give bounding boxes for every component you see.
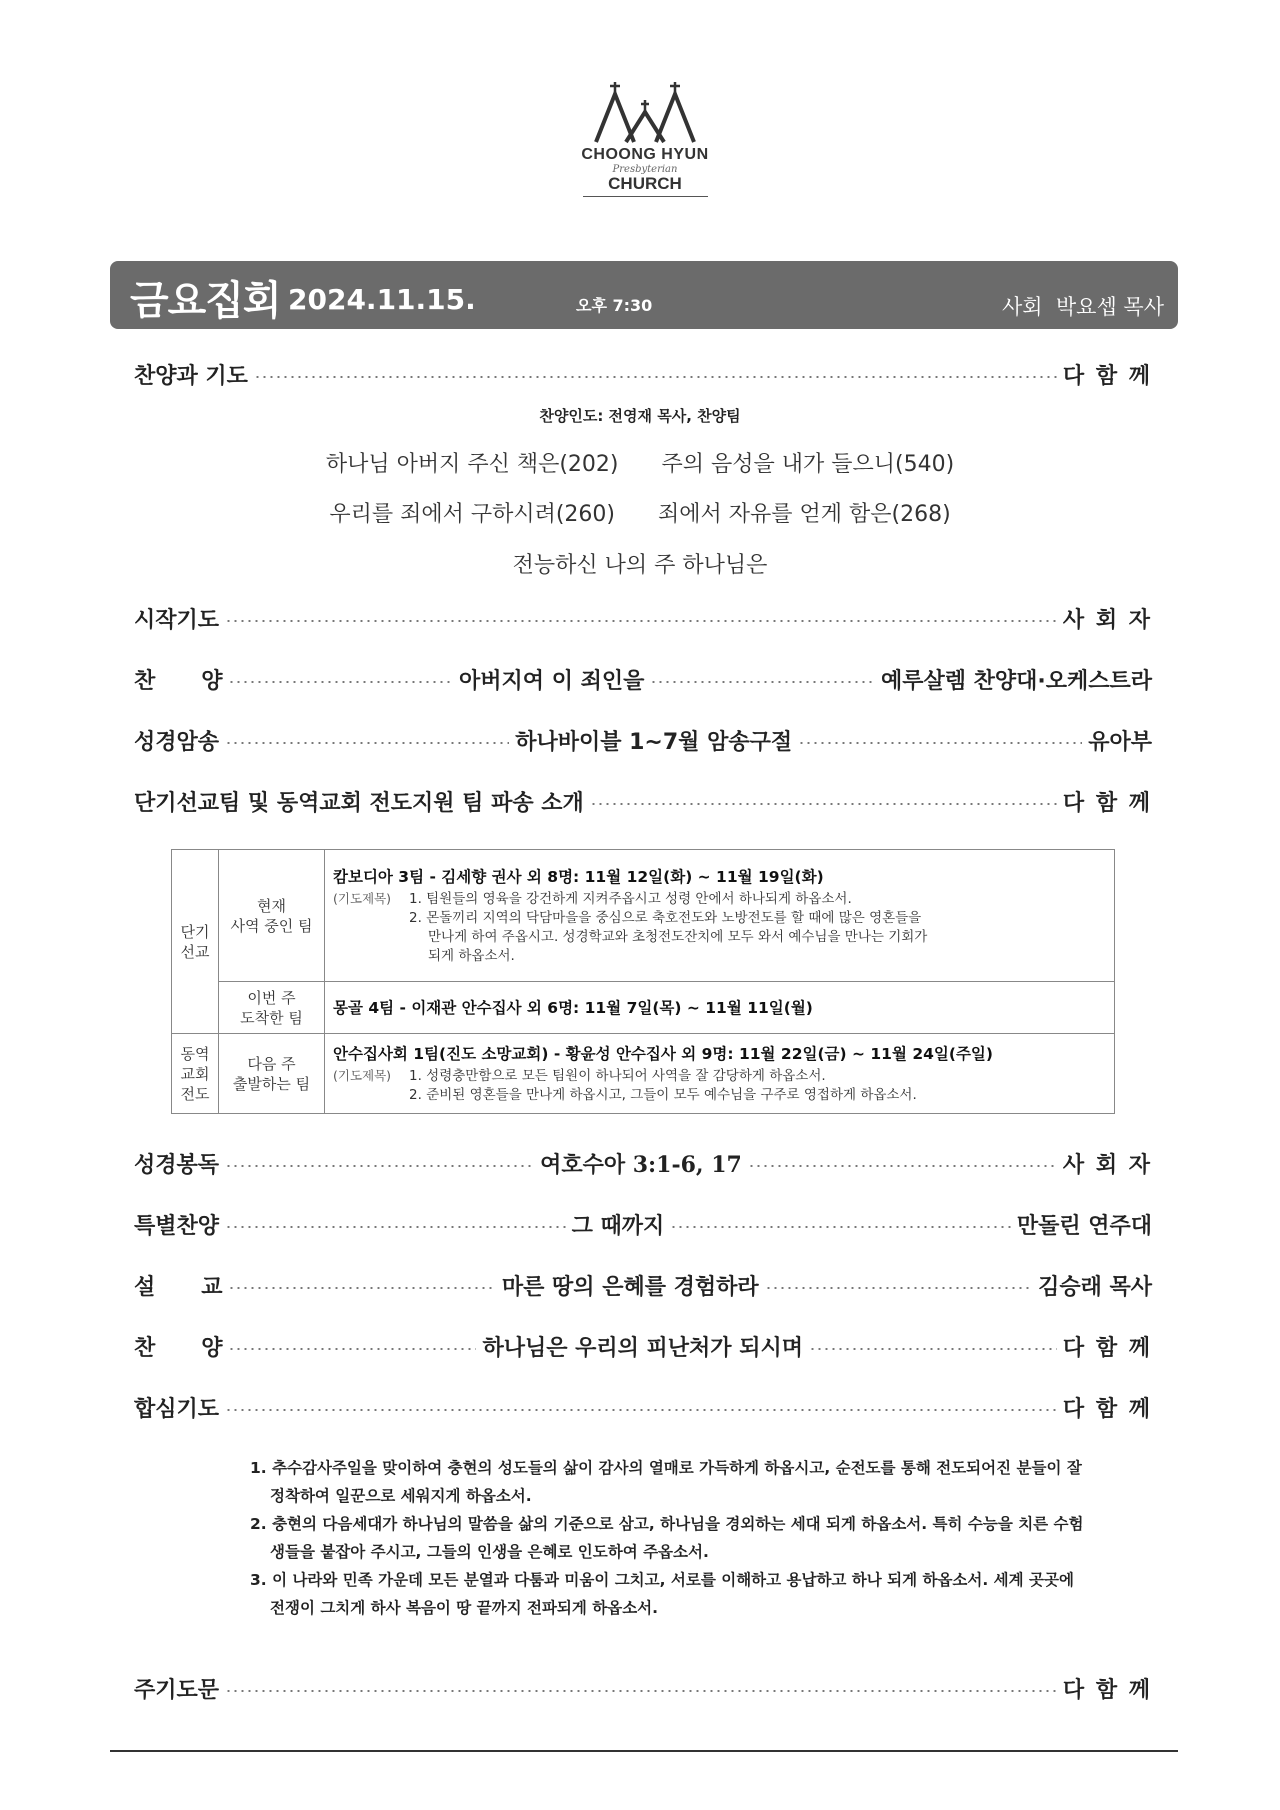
order-item: 성경암송 [134, 729, 220, 755]
order-content: 여호수아 3:1-6, 17 [540, 1151, 742, 1178]
hymn-title: 우리를 죄에서 구하시려(260) [329, 502, 615, 527]
prayer-item: 2. 충현의 다음세대가 하나님의 말씀을 삶의 기준으로 삼고, 하나님을 경외하는 세대 되게 하옵소서. 특히 수능을 치른 수험생들을 붙잡아 주시고, 그들의 인생을 은혜로 인도하여 주옵소서. [250, 1515, 1084, 1561]
order-person: 사 회 자 [1062, 1152, 1152, 1178]
dot-leader [650, 681, 875, 683]
order-item: 시작기도 [134, 607, 220, 633]
dot-leader [228, 1287, 495, 1289]
prayer-requests [250, 1454, 1090, 1622]
order-row [134, 1207, 1152, 1241]
order-row [134, 723, 1152, 757]
service-header [110, 261, 1178, 329]
prayer-line [333, 889, 1106, 909]
logo-name: CHOONG HYUN [581, 146, 709, 163]
order-row [134, 1390, 1152, 1424]
category-cell: 단기 선교 [172, 850, 219, 1034]
team-heading: 캄보디아 3팀 - 김세향 권사 외 8명: 11월 12일(화) ~ 11월 19일(화) [333, 868, 824, 886]
order-person: 다 함 께 [1062, 363, 1152, 389]
table-row [172, 982, 1115, 1034]
service-date: 2024.11.15. [288, 283, 476, 316]
order-person: 김승래 목사 [1038, 1274, 1152, 1300]
prayer-line: 되게 하옵소서. [428, 948, 515, 964]
status-cell: 이번 주 도착한 팀 [219, 982, 325, 1034]
order-row [134, 601, 1152, 635]
order-row [134, 784, 1152, 818]
prayer-line: 2. 몬돌끼리 지역의 닥담마을을 중심으로 축호전도와 노방전도를 할 때에 많은 영혼들을 [409, 910, 922, 926]
order-item: 설 교 [134, 1274, 223, 1300]
service-leader: 사회 박요셉 목사 [1001, 295, 1164, 319]
dot-leader [590, 803, 1057, 805]
order-item: 찬 양 [134, 668, 223, 694]
order-person: 다 함 께 [1062, 1396, 1152, 1422]
order-row [134, 1268, 1152, 1302]
hymn-title: 죄에서 자유를 얻게 함은(268) [658, 502, 951, 527]
dot-leader [748, 1165, 1057, 1167]
mission-team-table [171, 849, 1115, 1114]
order-item: 주기도문 [134, 1677, 220, 1703]
team-detail-cell [325, 850, 1115, 982]
order-item: 찬 양 [134, 1335, 223, 1361]
service-time: 오후 7:30 [576, 296, 653, 315]
order-row [134, 1146, 1152, 1180]
prayer-item: 3. 이 나라와 민족 가운데 모든 분열과 다툼과 미움이 그치고, 서로를 이해하고 용납하고 하나 되게 하옵소서. 세계 곳곳에 전쟁이 그치게 하사 복음이 땅 끝까지 전파되게 하옵소서. [250, 1571, 1074, 1617]
table-row [172, 1034, 1115, 1114]
dot-leader [798, 742, 1082, 744]
order-row [134, 1671, 1152, 1705]
dot-leader [765, 1287, 1032, 1289]
hymn-line [0, 497, 1280, 528]
dot-leader [228, 1348, 476, 1350]
team-detail-cell [325, 1034, 1115, 1114]
hymn-title: 하나님 아버지 주신 책은(202) [325, 452, 619, 477]
prayer-item: 1. 추수감사주일을 맞이하여 충현의 성도들의 삶이 감사의 열매로 가득하게 하옵시고, 순전도를 통해 전도되어진 분들이 잘 정착하여 일꾼으로 세워지게 하옵소서. [250, 1459, 1082, 1505]
dot-leader [225, 620, 1057, 622]
order-row [134, 1329, 1152, 1363]
dot-leader [254, 376, 1057, 378]
order-content: 하나님은 우리의 피난처가 되시며 [482, 1335, 803, 1361]
order-person: 사 회 자 [1062, 607, 1152, 633]
team-heading: 몽골 4팀 - 이재관 안수집사 외 6명: 11월 7일(목) ~ 11월 11일(월) [333, 998, 813, 1017]
logo-divider [583, 196, 708, 197]
hymn-title: 전능하신 나의 주 하나님은 [512, 553, 768, 578]
prayer-label: (기도제목) [333, 891, 392, 906]
logo-subtitle: Presbyterian [612, 164, 678, 175]
order-item: 성경봉독 [134, 1152, 220, 1178]
dot-leader [225, 1226, 566, 1228]
prayer-line [333, 1066, 1106, 1086]
prayer-text: 1. 팀원들의 영육을 강건하게 지켜주옵시고 성령 안에서 하나되게 하옵소서. [409, 891, 852, 907]
order-row [134, 662, 1152, 696]
order-item: 합심기도 [134, 1396, 220, 1422]
order-person: 예루살렘 찬양대·오케스트라 [880, 668, 1153, 694]
dot-leader [225, 742, 509, 744]
order-item: 찬양과 기도 [134, 363, 248, 389]
status-cell: 현재 사역 중인 팀 [219, 850, 325, 982]
category-cell: 동역 교회 전도 [172, 1034, 219, 1114]
church-steeple-icon [590, 82, 700, 144]
status-cell: 다음 주 출발하는 팀 [219, 1034, 325, 1114]
order-person: 만돌린 연주대 [1016, 1213, 1153, 1239]
order-person: 다 함 께 [1062, 1335, 1152, 1361]
service-title: 금요집회 [130, 278, 281, 324]
prayer-line: 만나게 하여 주옵시고. 성경학교와 초청전도잔치에 모두 와서 예수님을 만나는 기회가 [428, 929, 928, 945]
order-content: 하나바이블 1~7월 암송구절 [515, 729, 793, 755]
dot-leader [225, 1165, 534, 1167]
hymn-line [0, 447, 1280, 478]
dot-leader [225, 1690, 1057, 1692]
logo-church: CHURCH [608, 174, 682, 193]
order-item: 특별찬양 [134, 1213, 220, 1239]
dot-leader [228, 681, 453, 683]
order-content: 아버지여 이 죄인을 [459, 668, 645, 694]
order-content: 그 때까지 [571, 1213, 665, 1239]
bottom-divider [110, 1750, 1178, 1752]
prayer-label: (기도제목) [333, 1068, 392, 1083]
order-person: 유아부 [1088, 729, 1153, 755]
order-item: 단기선교팀 및 동역교회 전도지원 팀 파송 소개 [134, 790, 584, 816]
order-row [134, 357, 1152, 391]
praise-leader: 찬양인도: 전영재 목사, 찬양팀 [539, 407, 741, 425]
table-row [172, 850, 1115, 982]
prayer-line: 2. 준비된 영혼들을 만나게 하옵시고, 그들이 모두 예수님을 구주로 영접하게 하옵소서. [409, 1087, 917, 1103]
order-content: 마른 땅의 은혜를 경험하라 [501, 1274, 759, 1300]
dot-leader [809, 1348, 1057, 1350]
team-detail-cell [325, 982, 1115, 1034]
church-logo [570, 82, 720, 207]
order-person: 다 함 께 [1062, 790, 1152, 816]
dot-leader [670, 1226, 1011, 1228]
order-person: 다 함 께 [1062, 1677, 1152, 1703]
dot-leader [225, 1409, 1057, 1411]
team-heading: 안수집사회 1팀(진도 소망교회) - 황윤성 안수집사 외 9명: 11월 22일(금) ~ 11월 24일(주일) [333, 1045, 993, 1063]
hymn-line [0, 548, 1280, 579]
hymn-title: 주의 음성을 내가 들으니(540) [661, 452, 955, 477]
prayer-text: 1. 성령충만함으로 모든 팀원이 하나되어 사역을 잘 감당하게 하옵소서. [409, 1068, 826, 1084]
